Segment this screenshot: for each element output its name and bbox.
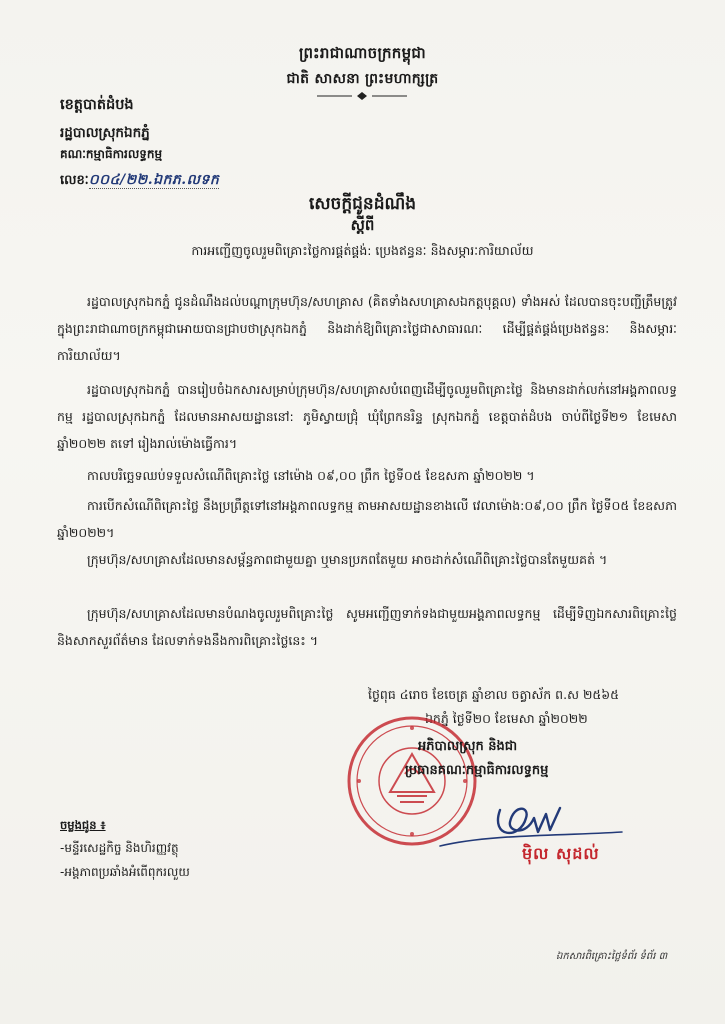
document-about: ស្តីពី: [350, 216, 375, 234]
paragraph: ក្រុមហ៊ុន/សហគ្រាសដែលមានបំណងចូលរួមពិគ្រោះថ្លៃ សូមអញ្ជើញទាក់ទងជាមួយអង្គភាពលទ្ធកម្ម ដើម្បីទិញឯកសារពិគ្រោះថ្លៃ និងសាកសួរព័ត៌មាន ដែលទាក់ទងនឹងការពិគ្រោះថ្លៃនេះ ។: [57, 606, 677, 648]
lunar-date: ថ្ងៃពុធ ៤រោច ខែចេត្រ ឆ្នាំខាល ចត្វាស័ក ព.ស ២៥៦៥: [368, 687, 619, 702]
paragraph: ការបើកសំណើពិគ្រោះថ្លៃ នឹងប្រព្រឹត្តទៅនៅអង្គភាពលទ្ធកម្ម តាមអាសយដ្ឋានខាងលើ វេលាម៉ោង:០៩,០០ ព្រឹក ថ្ងៃទី០៥ ខែឧសភា ឆ្នាំ២០២២។: [57, 498, 677, 540]
signatory-position-1: អភិបាលស្រុក និងជា: [418, 739, 518, 754]
procurement-committee: គណៈកម្មាធិការលទ្ធកម្ម: [60, 147, 163, 161]
reference-value: ០០៤/២២.ឯកភ.លទក: [88, 172, 220, 188]
paragraph: ក្រុមហ៊ុន/សហគ្រាសដែលមានសម្ព័ន្ធភាពជាមួយគ្នា ឬមានប្រភពតែមួយ អាចដាក់សំណើពិគ្រោះថ្លៃបានតែមួយគត់ ។: [87, 552, 608, 567]
national-motto: ជាតិ សាសនា ព្រះមហាក្សត្រ: [286, 71, 439, 87]
document-title: សេចក្តីជូនដំណឹង: [308, 194, 417, 214]
paragraph: រដ្ឋបាលស្រុកឯកភ្នំ ជូនដំណឹងដល់បណ្តាក្រុមហ៊ុន/សហគ្រាស (គិតទាំងសហគ្រាសឯកត្តបុគ្គល) ទាំងអស់ ដែលបានចុះបញ្ជីត្រឹមត្រូវក្នុងព្រះរាជាណាចក្រកម្ពុជាអោយបានជ្រាបថាស្រុកឯកភ្នំ និងដាក់ឱ្យពិគ្រោះថ្លៃជាសាធារណៈ ដើម្បីផ្គត់ផ្គង់ប្រេងឥន្ធនៈ និងសម្ភារៈការិយាល័យ។: [57, 294, 677, 363]
divider-ornament-icon: [312, 92, 412, 100]
reference-number: [60, 170, 219, 191]
page-footer: ឯកសារពិគ្រោះថ្លៃទំព័រ ទំព័រ ៣: [556, 951, 668, 962]
signatory-position-2: ប្រធានគណៈកម្មាធិការលទ្ធកម្ម: [405, 763, 549, 778]
province-name: ខេត្តបាត់ដំបង: [60, 97, 134, 113]
copy-to-title: ចម្លងជូន ៖: [60, 818, 106, 832]
paragraph: រដ្ឋបាលស្រុកឯកភ្នំ បានរៀបចំឯកសារសម្រាប់ក្រុមហ៊ុន/សហគ្រាសបំពេញដើម្បីចូលរួមពិគ្រោះថ្លៃ និងមានដាក់លក់នៅអង្គភាពលទ្ធកម្ម រដ្ឋបាលស្រុកឯកភ្នំ ដែលមានអាសយដ្ឋាននៅ: ភូមិស្វាយជ្រុំ ឃុំព្រែកនរិន្ទ ស្រុកឯកភ្នំ ខេត្តបាត់ដំបង ចាប់ពីថ្ងៃទី២១ ខែមេសា ឆ្នាំ២០២២ តទៅ រៀងរាល់ម៉ោងធ្វើការ។: [57, 382, 677, 451]
district-administration: រដ្ឋបាលស្រុកឯកភ្នំ: [60, 125, 150, 141]
kingdom-title: ព្រះរាជាណាចក្រកម្ពុជា: [299, 44, 426, 62]
reference-label: លេខៈ: [60, 173, 89, 188]
recipient-item: -អង្គភាពប្រឆាំងអំពើពុករលួយ: [60, 865, 190, 879]
recipient-item: -មន្ទីរសេដ្ឋកិច្ច និងហិរញ្ញវត្ថុ: [60, 841, 179, 855]
solar-date: ឯកភ្នំ ថ្ងៃទី២០ ខែមេសា ឆ្នាំ២០២២: [425, 711, 588, 726]
document-subject: ការអញ្ជើញចូលរួមពិគ្រោះថ្លៃការផ្គត់ផ្គង់: ប្រេងឥន្ធនៈ និងសម្ភារៈការិយាល័យ: [191, 243, 534, 258]
signatory-name: ម៉ិល សុដល់: [522, 844, 600, 863]
paragraph: កាលបរិច្ឆេទឈប់ទទួលសំណើពិគ្រោះថ្លៃ នៅម៉ោង ០៩,០០ ព្រឹក ថ្ងៃទី០៥ ខែឧសភា ឆ្នាំ២០២២ ។: [87, 468, 535, 483]
